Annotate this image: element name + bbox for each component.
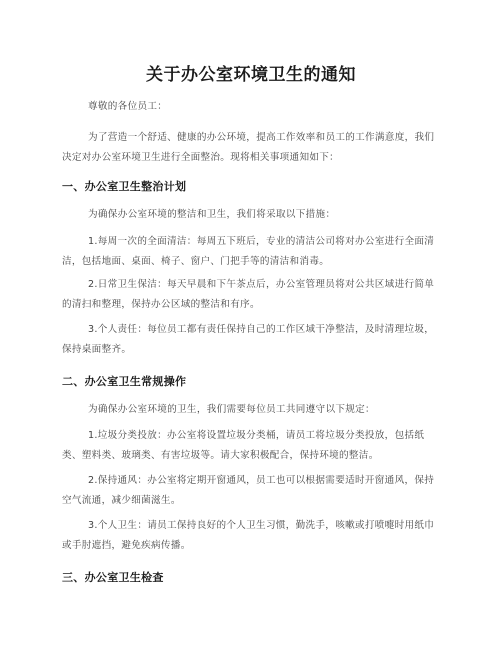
section-1-item-3 (62, 320, 442, 360)
section-1-item-2-text: 2.日常卫生保洁：每天早晨和下午茶点后，办公室管理员将对公共区域进行简单的清扫和整理，保持办公区域的整洁和有序。 (62, 279, 435, 310)
section-1-item-3-text: 3.个人责任：每位员工都有责任保持自己的工作区域干净整洁，及时清理垃圾，保持桌面整齐。 (62, 324, 435, 355)
section-2-item-3-text: 3.个人卫生：请员工保持良好的个人卫生习惯，勤洗手，咳嗽或打喷嚏时用纸巾或手肘遮挡，避免疾病传播。 (62, 520, 435, 551)
section-2-item-2 (62, 471, 442, 511)
document-title: 关于办公室环境卫生的通知 (146, 65, 356, 85)
section-1-item-1 (62, 232, 442, 272)
section-2-item-2-text: 2.保持通风：办公室将定期开窗通风，员工也可以根据需要适时开窗通风，保持空气流通，减少细菌滋生。 (62, 475, 435, 506)
section-heading-2: 二、办公室卫生常规操作 (62, 375, 187, 388)
section-heading-1: 一、办公室卫生整治计划 (62, 180, 187, 193)
section-2-item-1 (62, 426, 442, 466)
greeting-text: 尊敬的各位员工： (88, 101, 168, 112)
greeting (62, 97, 442, 117)
section-1-lead-text: 为确保办公室环境的整洁和卫生，我们将采取以下措施： (88, 209, 336, 220)
intro-paragraph (62, 128, 442, 168)
section-1-item-2 (62, 275, 442, 315)
section-2-item-3 (62, 516, 442, 556)
section-2-lead (62, 400, 442, 420)
section-1-item-1-text: 1.每周一次的全面清洁：每周五下班后，专业的清洁公司将对办公室进行全面清洁，包括地面、桌面、椅子、窗户、门把手等的清洁和消毒。 (62, 236, 435, 267)
section-2-lead-text: 为确保办公室环境的卫生，我们需要每位员工共同遵守以下规定： (88, 404, 375, 415)
section-heading-3: 三、办公室卫生检查 (62, 571, 164, 584)
section-2-item-1-text: 1.垃圾分类投放：办公室将设置垃圾分类桶，请员工将垃圾分类投放，包括纸类、塑料类、玻璃类、有害垃圾等。请大家积极配合，保持环境的整洁。 (62, 430, 425, 461)
section-1-lead (62, 205, 442, 225)
intro-text: 为了营造一个舒适、健康的办公环境，提高工作效率和员工的工作满意度，我们决定对办公室环境卫生进行全面整治。现将相关事项通知如下： (62, 132, 435, 163)
